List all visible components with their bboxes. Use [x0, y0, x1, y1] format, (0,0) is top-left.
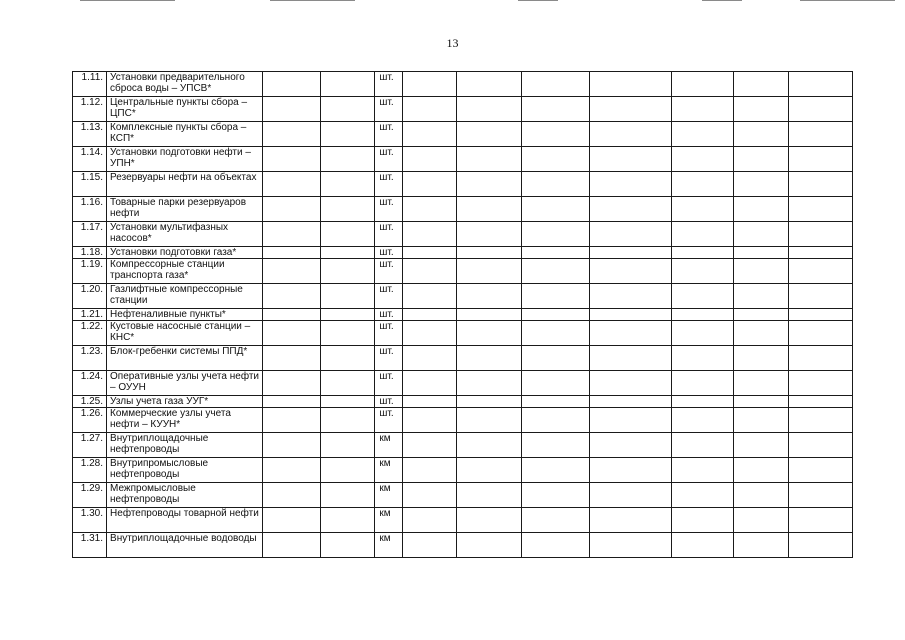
- row-number-cell: 1.27.: [73, 433, 107, 458]
- empty-cell: [263, 197, 321, 222]
- empty-cell: [263, 72, 321, 97]
- empty-cell: [521, 97, 589, 122]
- empty-cell: [403, 371, 457, 396]
- empty-cell: [403, 72, 457, 97]
- row-unit-cell: шт.: [375, 197, 403, 222]
- row-unit-cell: шт.: [375, 122, 403, 147]
- empty-cell: [457, 259, 521, 284]
- empty-cell: [403, 284, 457, 309]
- empty-cell: [788, 309, 852, 321]
- empty-cell: [321, 433, 375, 458]
- row-name-cell: Оперативные узлы учета нефти – ОУУН: [107, 371, 263, 396]
- row-number-cell: 1.30.: [73, 508, 107, 533]
- empty-cell: [733, 122, 788, 147]
- empty-cell: [457, 72, 521, 97]
- empty-cell: [403, 309, 457, 321]
- empty-cell: [263, 97, 321, 122]
- table-row: [73, 396, 853, 408]
- row-unit-cell: шт.: [375, 371, 403, 396]
- empty-cell: [521, 222, 589, 247]
- empty-cell: [457, 408, 521, 433]
- empty-cell: [321, 483, 375, 508]
- empty-cell: [788, 247, 852, 259]
- row-name-cell: Резервуары нефти на объектах: [107, 172, 263, 197]
- empty-cell: [321, 533, 375, 558]
- table-row: [73, 433, 853, 458]
- row-number-cell: 1.17.: [73, 222, 107, 247]
- empty-cell: [403, 483, 457, 508]
- row-name-cell: Коммерческие узлы учета нефти – КУУН*: [107, 408, 263, 433]
- empty-cell: [457, 346, 521, 371]
- row-name-cell: Комплексные пункты сбора – КСП*: [107, 122, 263, 147]
- row-name-cell: Установки подготовки нефти – УПН*: [107, 147, 263, 172]
- row-name-cell: Внутриплощадочные водоводы: [107, 533, 263, 558]
- empty-cell: [788, 222, 852, 247]
- empty-cell: [521, 433, 589, 458]
- empty-cell: [589, 259, 671, 284]
- empty-cell: [263, 309, 321, 321]
- row-number-cell: 1.21.: [73, 309, 107, 321]
- table-row: [73, 408, 853, 433]
- row-unit-cell: шт.: [375, 222, 403, 247]
- table-row: [73, 346, 853, 371]
- empty-cell: [589, 458, 671, 483]
- empty-cell: [733, 259, 788, 284]
- empty-cell: [521, 346, 589, 371]
- row-unit-cell: км: [375, 508, 403, 533]
- row-name-cell: Узлы учета газа УУГ*: [107, 396, 263, 408]
- empty-cell: [263, 483, 321, 508]
- empty-cell: [321, 458, 375, 483]
- row-number-cell: 1.15.: [73, 172, 107, 197]
- empty-cell: [589, 309, 671, 321]
- empty-cell: [457, 122, 521, 147]
- table-row: [73, 309, 853, 321]
- table-row: [73, 371, 853, 396]
- empty-cell: [321, 259, 375, 284]
- empty-cell: [403, 172, 457, 197]
- empty-cell: [521, 309, 589, 321]
- row-name-cell: Нефтеналивные пункты*: [107, 309, 263, 321]
- row-name-cell: Внутриплощадочные нефтепроводы: [107, 433, 263, 458]
- row-name-cell: Установки предварительного сброса воды – УПСВ*: [107, 72, 263, 97]
- empty-cell: [788, 284, 852, 309]
- empty-cell: [521, 284, 589, 309]
- empty-cell: [403, 533, 457, 558]
- empty-cell: [403, 321, 457, 346]
- empty-cell: [457, 508, 521, 533]
- empty-cell: [671, 222, 733, 247]
- empty-cell: [671, 309, 733, 321]
- row-unit-cell: км: [375, 533, 403, 558]
- empty-cell: [589, 222, 671, 247]
- empty-cell: [733, 197, 788, 222]
- scan-edge-line: [518, 0, 558, 1]
- empty-cell: [263, 408, 321, 433]
- empty-cell: [263, 147, 321, 172]
- empty-cell: [733, 508, 788, 533]
- empty-cell: [321, 72, 375, 97]
- empty-cell: [521, 172, 589, 197]
- row-name-cell: Установки подготовки газа*: [107, 247, 263, 259]
- row-number-cell: 1.12.: [73, 97, 107, 122]
- empty-cell: [403, 396, 457, 408]
- empty-cell: [263, 321, 321, 346]
- row-unit-cell: шт.: [375, 408, 403, 433]
- scan-edge-line: [270, 0, 355, 1]
- row-unit-cell: шт.: [375, 346, 403, 371]
- empty-cell: [521, 408, 589, 433]
- empty-cell: [321, 508, 375, 533]
- empty-cell: [403, 433, 457, 458]
- scan-edge-line: [800, 0, 895, 1]
- empty-cell: [671, 483, 733, 508]
- empty-cell: [263, 222, 321, 247]
- empty-cell: [788, 533, 852, 558]
- row-name-cell: Нефтепроводы товарной нефти: [107, 508, 263, 533]
- empty-cell: [671, 533, 733, 558]
- row-number-cell: 1.24.: [73, 371, 107, 396]
- row-name-cell: Внутрипромысловые нефтепроводы: [107, 458, 263, 483]
- empty-cell: [403, 122, 457, 147]
- table-row: [73, 97, 853, 122]
- empty-cell: [788, 408, 852, 433]
- empty-cell: [733, 483, 788, 508]
- row-name-cell: Компрессорные станции транспорта газа*: [107, 259, 263, 284]
- empty-cell: [788, 72, 852, 97]
- row-number-cell: 1.18.: [73, 247, 107, 259]
- row-number-cell: 1.22.: [73, 321, 107, 346]
- empty-cell: [671, 371, 733, 396]
- row-name-cell: Товарные парки резервуаров нефти: [107, 197, 263, 222]
- table-row: [73, 247, 853, 259]
- empty-cell: [589, 408, 671, 433]
- empty-cell: [403, 222, 457, 247]
- empty-cell: [671, 247, 733, 259]
- row-name-cell: Межпромысловые нефтепроводы: [107, 483, 263, 508]
- row-unit-cell: шт.: [375, 259, 403, 284]
- row-number-cell: 1.29.: [73, 483, 107, 508]
- empty-cell: [263, 508, 321, 533]
- row-number-cell: 1.20.: [73, 284, 107, 309]
- empty-cell: [671, 147, 733, 172]
- empty-cell: [521, 483, 589, 508]
- empty-cell: [788, 321, 852, 346]
- empty-cell: [521, 147, 589, 172]
- empty-cell: [589, 508, 671, 533]
- row-number-cell: 1.26.: [73, 408, 107, 433]
- empty-cell: [321, 97, 375, 122]
- empty-cell: [589, 321, 671, 346]
- empty-cell: [321, 284, 375, 309]
- row-number-cell: 1.28.: [73, 458, 107, 483]
- empty-cell: [521, 122, 589, 147]
- empty-cell: [321, 321, 375, 346]
- row-number-cell: 1.14.: [73, 147, 107, 172]
- empty-cell: [457, 247, 521, 259]
- empty-cell: [403, 458, 457, 483]
- empty-cell: [521, 396, 589, 408]
- empty-cell: [589, 147, 671, 172]
- empty-cell: [457, 458, 521, 483]
- empty-cell: [788, 396, 852, 408]
- row-number-cell: 1.31.: [73, 533, 107, 558]
- row-number-cell: 1.11.: [73, 72, 107, 97]
- empty-cell: [263, 172, 321, 197]
- empty-cell: [403, 197, 457, 222]
- empty-cell: [589, 172, 671, 197]
- empty-cell: [671, 408, 733, 433]
- empty-cell: [733, 346, 788, 371]
- empty-cell: [733, 433, 788, 458]
- empty-cell: [788, 508, 852, 533]
- empty-cell: [521, 72, 589, 97]
- empty-cell: [521, 259, 589, 284]
- empty-cell: [733, 408, 788, 433]
- table-row: [73, 222, 853, 247]
- empty-cell: [263, 259, 321, 284]
- empty-cell: [457, 433, 521, 458]
- row-unit-cell: шт.: [375, 247, 403, 259]
- empty-cell: [521, 321, 589, 346]
- table-row: [73, 483, 853, 508]
- row-name-cell: Газлифтные компрессорные станции: [107, 284, 263, 309]
- table-row: [73, 508, 853, 533]
- empty-cell: [321, 346, 375, 371]
- row-unit-cell: шт.: [375, 284, 403, 309]
- row-unit-cell: км: [375, 458, 403, 483]
- row-unit-cell: шт.: [375, 172, 403, 197]
- table-row: [73, 147, 853, 172]
- empty-cell: [263, 433, 321, 458]
- empty-cell: [671, 321, 733, 346]
- empty-cell: [321, 309, 375, 321]
- empty-cell: [733, 533, 788, 558]
- empty-cell: [321, 147, 375, 172]
- empty-cell: [788, 147, 852, 172]
- empty-cell: [589, 72, 671, 97]
- empty-cell: [671, 172, 733, 197]
- empty-cell: [788, 483, 852, 508]
- empty-cell: [321, 396, 375, 408]
- empty-cell: [788, 346, 852, 371]
- empty-cell: [321, 172, 375, 197]
- row-number-cell: 1.23.: [73, 346, 107, 371]
- row-unit-cell: шт.: [375, 396, 403, 408]
- empty-cell: [733, 321, 788, 346]
- empty-cell: [263, 533, 321, 558]
- empty-cell: [589, 533, 671, 558]
- table-row: [73, 259, 853, 284]
- empty-cell: [589, 346, 671, 371]
- empty-cell: [457, 97, 521, 122]
- empty-cell: [733, 97, 788, 122]
- empty-cell: [733, 284, 788, 309]
- empty-cell: [671, 508, 733, 533]
- table-row: [73, 458, 853, 483]
- table-row: [73, 172, 853, 197]
- empty-cell: [457, 483, 521, 508]
- empty-cell: [788, 172, 852, 197]
- row-name-cell: Центральные пункты сбора – ЦПС*: [107, 97, 263, 122]
- empty-cell: [788, 97, 852, 122]
- data-table: [72, 71, 853, 558]
- empty-cell: [321, 122, 375, 147]
- empty-cell: [263, 122, 321, 147]
- empty-cell: [521, 458, 589, 483]
- empty-cell: [521, 371, 589, 396]
- empty-cell: [589, 433, 671, 458]
- empty-cell: [457, 222, 521, 247]
- empty-cell: [457, 284, 521, 309]
- empty-cell: [788, 433, 852, 458]
- empty-cell: [457, 309, 521, 321]
- row-unit-cell: шт.: [375, 72, 403, 97]
- empty-cell: [457, 533, 521, 558]
- empty-cell: [403, 508, 457, 533]
- empty-cell: [263, 371, 321, 396]
- empty-cell: [671, 396, 733, 408]
- empty-cell: [403, 259, 457, 284]
- empty-cell: [589, 247, 671, 259]
- empty-cell: [671, 259, 733, 284]
- empty-cell: [589, 483, 671, 508]
- empty-cell: [671, 197, 733, 222]
- scan-edge-line: [80, 0, 175, 1]
- table-row: [73, 321, 853, 346]
- empty-cell: [263, 458, 321, 483]
- table-row: [73, 122, 853, 147]
- empty-cell: [589, 97, 671, 122]
- empty-cell: [263, 396, 321, 408]
- table-body: [73, 72, 853, 558]
- empty-cell: [521, 197, 589, 222]
- empty-cell: [403, 408, 457, 433]
- empty-cell: [521, 508, 589, 533]
- empty-cell: [788, 458, 852, 483]
- empty-cell: [521, 533, 589, 558]
- row-unit-cell: км: [375, 483, 403, 508]
- empty-cell: [589, 197, 671, 222]
- row-name-cell: Установки мультифазных насосов*: [107, 222, 263, 247]
- empty-cell: [733, 147, 788, 172]
- row-unit-cell: шт.: [375, 309, 403, 321]
- empty-cell: [589, 371, 671, 396]
- empty-cell: [403, 247, 457, 259]
- empty-cell: [403, 97, 457, 122]
- empty-cell: [589, 284, 671, 309]
- row-name-cell: Блок-гребенки системы ППД*: [107, 346, 263, 371]
- page-number: 13: [446, 36, 459, 50]
- empty-cell: [263, 247, 321, 259]
- empty-cell: [671, 433, 733, 458]
- empty-cell: [321, 247, 375, 259]
- empty-cell: [457, 147, 521, 172]
- empty-cell: [263, 346, 321, 371]
- empty-cell: [403, 147, 457, 172]
- empty-cell: [403, 346, 457, 371]
- empty-cell: [788, 371, 852, 396]
- row-number-cell: 1.19.: [73, 259, 107, 284]
- table-row: [73, 197, 853, 222]
- empty-cell: [733, 172, 788, 197]
- empty-cell: [671, 72, 733, 97]
- empty-cell: [733, 371, 788, 396]
- empty-cell: [733, 396, 788, 408]
- table-row: [73, 72, 853, 97]
- empty-cell: [521, 247, 589, 259]
- empty-cell: [733, 72, 788, 97]
- empty-cell: [589, 122, 671, 147]
- empty-cell: [788, 122, 852, 147]
- empty-cell: [321, 408, 375, 433]
- empty-cell: [457, 321, 521, 346]
- row-unit-cell: шт.: [375, 147, 403, 172]
- row-unit-cell: км: [375, 433, 403, 458]
- row-name-cell: Кустовые насосные станции – КНС*: [107, 321, 263, 346]
- empty-cell: [788, 197, 852, 222]
- empty-cell: [589, 396, 671, 408]
- empty-cell: [321, 222, 375, 247]
- empty-cell: [733, 458, 788, 483]
- empty-cell: [733, 222, 788, 247]
- empty-cell: [457, 197, 521, 222]
- empty-cell: [671, 122, 733, 147]
- empty-cell: [671, 284, 733, 309]
- table-row: [73, 284, 853, 309]
- empty-cell: [671, 97, 733, 122]
- row-unit-cell: шт.: [375, 97, 403, 122]
- scan-edge-line: [702, 0, 742, 1]
- empty-cell: [457, 172, 521, 197]
- row-unit-cell: шт.: [375, 321, 403, 346]
- empty-cell: [321, 197, 375, 222]
- empty-cell: [263, 284, 321, 309]
- row-number-cell: 1.13.: [73, 122, 107, 147]
- empty-cell: [788, 259, 852, 284]
- row-number-cell: 1.16.: [73, 197, 107, 222]
- empty-cell: [457, 371, 521, 396]
- empty-cell: [321, 371, 375, 396]
- row-number-cell: 1.25.: [73, 396, 107, 408]
- empty-cell: [733, 309, 788, 321]
- empty-cell: [457, 396, 521, 408]
- table-row: [73, 533, 853, 558]
- empty-cell: [733, 247, 788, 259]
- empty-cell: [671, 458, 733, 483]
- empty-cell: [671, 346, 733, 371]
